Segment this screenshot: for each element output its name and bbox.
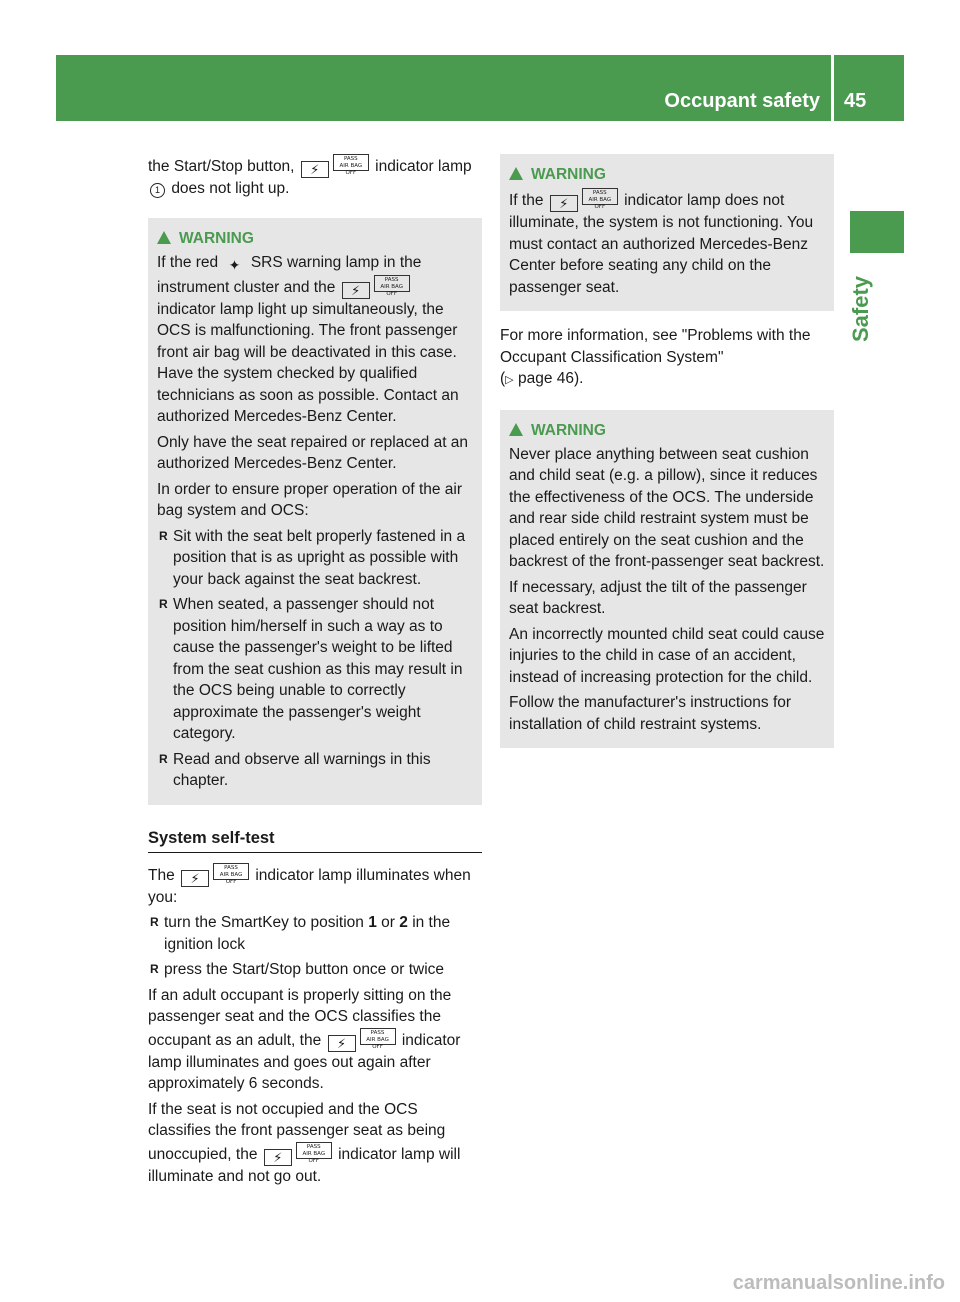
page-reference-arrow-icon: ▷ <box>505 374 514 386</box>
body-paragraph: The ⚡PASS AIR BAG OFF indicator lamp illuminates when you: <box>148 864 471 906</box>
body-paragraph: If an adult occupant is properly sitting on the passenger seat and the OCS classifies the occupant as an adult, the ⚡PASS AIR BAG OFF indicator lamp illuminates and goes out again after approximately 6 seconds. <box>148 986 461 1092</box>
warning-paragraph: If the ⚡PASS AIR BAG OFF indicator lamp does not illuminate, the system is not functioning. You must contact an authorized Mercedes-Benz Center before seating any child on the passenger seat. <box>509 190 814 296</box>
list-item: R press the Start/Stop button once or twice <box>148 959 482 981</box>
passenger-seat-icon: ⚡ <box>328 1035 356 1052</box>
intro-paragraph: the Start/Stop button, ⚡PASS AIR BAG OFF indicator lamp 1 does not light up. <box>148 156 472 197</box>
side-tab-marker <box>850 211 904 253</box>
warning-paragraph: Follow the manufacturer's instructions for installation of child restraint systems. <box>509 694 792 733</box>
pass-airbag-off-icon: PASS AIR BAG OFF <box>360 1028 396 1045</box>
callout-number-icon: 1 <box>150 183 165 198</box>
warning-box-1 <box>148 218 482 805</box>
passenger-seat-icon: ⚡ <box>181 870 209 887</box>
pass-airbag-off-icon: PASS AIR BAG OFF <box>213 863 249 880</box>
passenger-seat-icon: ⚡ <box>342 282 370 299</box>
pass-airbag-off-icon: PASS AIR BAG OFF <box>582 188 618 205</box>
pass-airbag-off-icon: PASS AIR BAG OFF <box>296 1142 332 1159</box>
pass-airbag-off-icon: PASS AIR BAG OFF <box>333 154 369 171</box>
section-heading: System self-test <box>148 827 482 853</box>
warning-paragraph: Never place anything between seat cushion and child seat (e.g. a pillow), since it reduces the effectiveness of the OCS. The underside and rear side child restraint system must be placed entirely on the seat cushion and the backrest of the front-passenger seat backrest. <box>509 445 825 570</box>
warning-heading: WARNING <box>157 228 474 250</box>
section-header-title: Occupant safety <box>664 90 820 112</box>
page-reference-link[interactable]: page 46). <box>517 370 584 387</box>
srs-warning-icon: ✦ <box>228 257 241 274</box>
warning-heading: WARNING <box>509 164 826 186</box>
warning-paragraph: Only have the seat repaired or replaced at an authorized Mercedes-Benz Center. <box>157 433 469 472</box>
body-paragraph: If the seat is not occupied and the OCS classifies the front passenger seat as being unoccupied, the ⚡PASS AIR BAG OFF indicator lamp will illuminate and not go out. <box>148 1100 461 1185</box>
list-item: R When seated, a passenger should not position him/herself in such a way as to cause the passenger's weight to be lifted from the seat cushion as this may result in the OCS being unable to correctly approximate the passenger's weight category. <box>157 594 474 745</box>
warning-paragraph: If the red ✦ SRS warning lamp in the instrument cluster and the ⚡PASS AIR BAG OFF indicator lamp light up simultaneously, the OCS is malfunctioning. The front passenger front air bag will be deactivated in this case. Have the system checked by qualified technicians as soon as possible. Contact an authorized Mercedes-Benz Center. <box>157 253 459 425</box>
page-number: 45 <box>844 90 867 112</box>
passenger-seat-icon: ⚡ <box>550 195 578 212</box>
left-column <box>148 154 482 1191</box>
warning-triangle-icon <box>509 423 523 436</box>
warning-triangle-icon <box>509 167 523 180</box>
list-item: R turn the SmartKey to position 1 or 2 in the ignition lock <box>148 912 482 955</box>
warning-triangle-icon <box>157 231 171 244</box>
warning-heading: WARNING <box>509 420 826 442</box>
list-item: R Read and observe all warnings in this chapter. <box>157 749 474 792</box>
warning-bullet-list <box>157 526 474 792</box>
warning-paragraph: In order to ensure proper operation of the air bag system and OCS: <box>157 480 463 519</box>
bullet-list <box>148 912 482 981</box>
watermark: carmanualsonline.info <box>732 1272 945 1294</box>
pass-airbag-off-icon: PASS AIR BAG OFF <box>374 275 410 292</box>
side-tab-label: Safety <box>848 275 873 342</box>
warning-box-3 <box>500 410 834 749</box>
list-item: R Sit with the seat belt properly fastened in a position that is as upright as possible with your back against the seat backrest. <box>157 526 474 591</box>
passenger-seat-icon: ⚡ <box>264 1149 292 1166</box>
header-divider <box>831 55 834 121</box>
warning-box-2 <box>500 154 834 311</box>
warning-paragraph: If necessary, adjust the tilt of the passenger seat backrest. <box>509 578 807 617</box>
passenger-seat-icon: ⚡ <box>301 161 329 178</box>
right-column <box>500 154 834 762</box>
body-paragraph: For more information, see "Problems with the Occupant Classification System" (▷ page 46). <box>500 327 811 387</box>
warning-paragraph: An incorrectly mounted child seat could cause injuries to the child in case of an accident, instead of increasing protection for the child. <box>509 625 825 686</box>
